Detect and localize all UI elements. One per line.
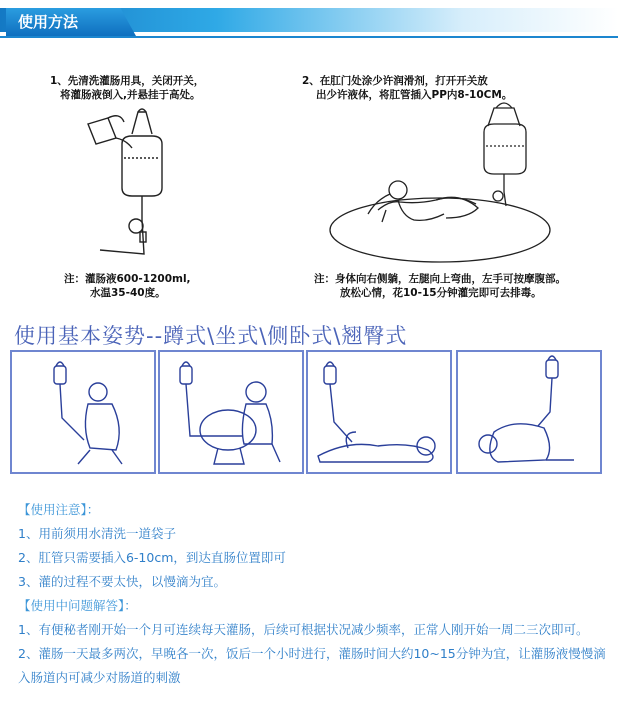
caution-item: 2、肛管只需要插入6-10cm，到达直肠位置即可 — [18, 550, 286, 565]
step-1-line-2: 将灌肠液倒入,并悬挂于高处。 — [60, 89, 201, 101]
step-2-line-2: 出少许液体，将肛管插入PP内8-10CM。 — [316, 89, 513, 101]
pose-panel-side-lying — [306, 350, 452, 474]
step-1-text — [50, 74, 204, 102]
note-1-line-1: 注：灌肠液600-1200ml, — [64, 273, 191, 285]
note-2-text — [314, 272, 566, 300]
step-2-line-1: 2、在肛门处涂少许润滑剂，打开开关放 — [302, 75, 488, 87]
caution-item: 3、灌的过程不要太快，以慢滴为宜。 — [18, 574, 226, 589]
section-header — [0, 0, 618, 40]
enema-bag-illustration — [60, 104, 210, 264]
pose-panel-knee-chest — [456, 350, 602, 474]
sit-pose-icon — [160, 352, 302, 472]
poses-title: 使用基本姿势--蹲式\坐式\侧卧式\翘臀式 — [14, 324, 408, 348]
faq-item: 1、有便秘者刚开始一个月可连续每天灌肠，后续可根据状况减少频率，正常人刚开始一周二三次即可。 — [18, 622, 589, 637]
pose-panel-sit — [158, 350, 304, 474]
step-1-line-1: 1、先清洗灌肠用具，关闭开关， — [50, 75, 205, 87]
note-1-line-2: 水温35-40度。 — [90, 287, 166, 299]
side-lying-pose-icon — [308, 352, 450, 472]
note-2-line-2: 放松心情，花10-15分钟灌完即可去排毒。 — [340, 287, 542, 299]
faq-item: 2、灌肠一天最多两次，早晚各一次，饭后一个小时进行，灌肠时间大约10~15分钟为宜，让灌肠液慢慢滴入肠道内可减少对肠道的刺激 — [18, 646, 606, 685]
section-title: 使用方法 — [18, 13, 79, 31]
lying-position-illustration — [328, 96, 568, 268]
tips-section — [18, 498, 613, 690]
header-underline — [0, 36, 618, 38]
caution-item: 1、用前须用水清洗一道袋子 — [18, 526, 176, 541]
knee-chest-pose-icon — [458, 352, 600, 472]
caution-heading: 【使用注意】： — [18, 502, 100, 517]
faq-heading: 【使用中问题解答】： — [18, 598, 137, 613]
squat-pose-icon — [12, 352, 154, 472]
note-2-line-1: 注：身体向右侧躺，左腿向上弯曲，左手可按摩腹部。 — [314, 273, 566, 285]
note-1-text — [64, 272, 191, 300]
pose-panel-squat — [10, 350, 156, 474]
